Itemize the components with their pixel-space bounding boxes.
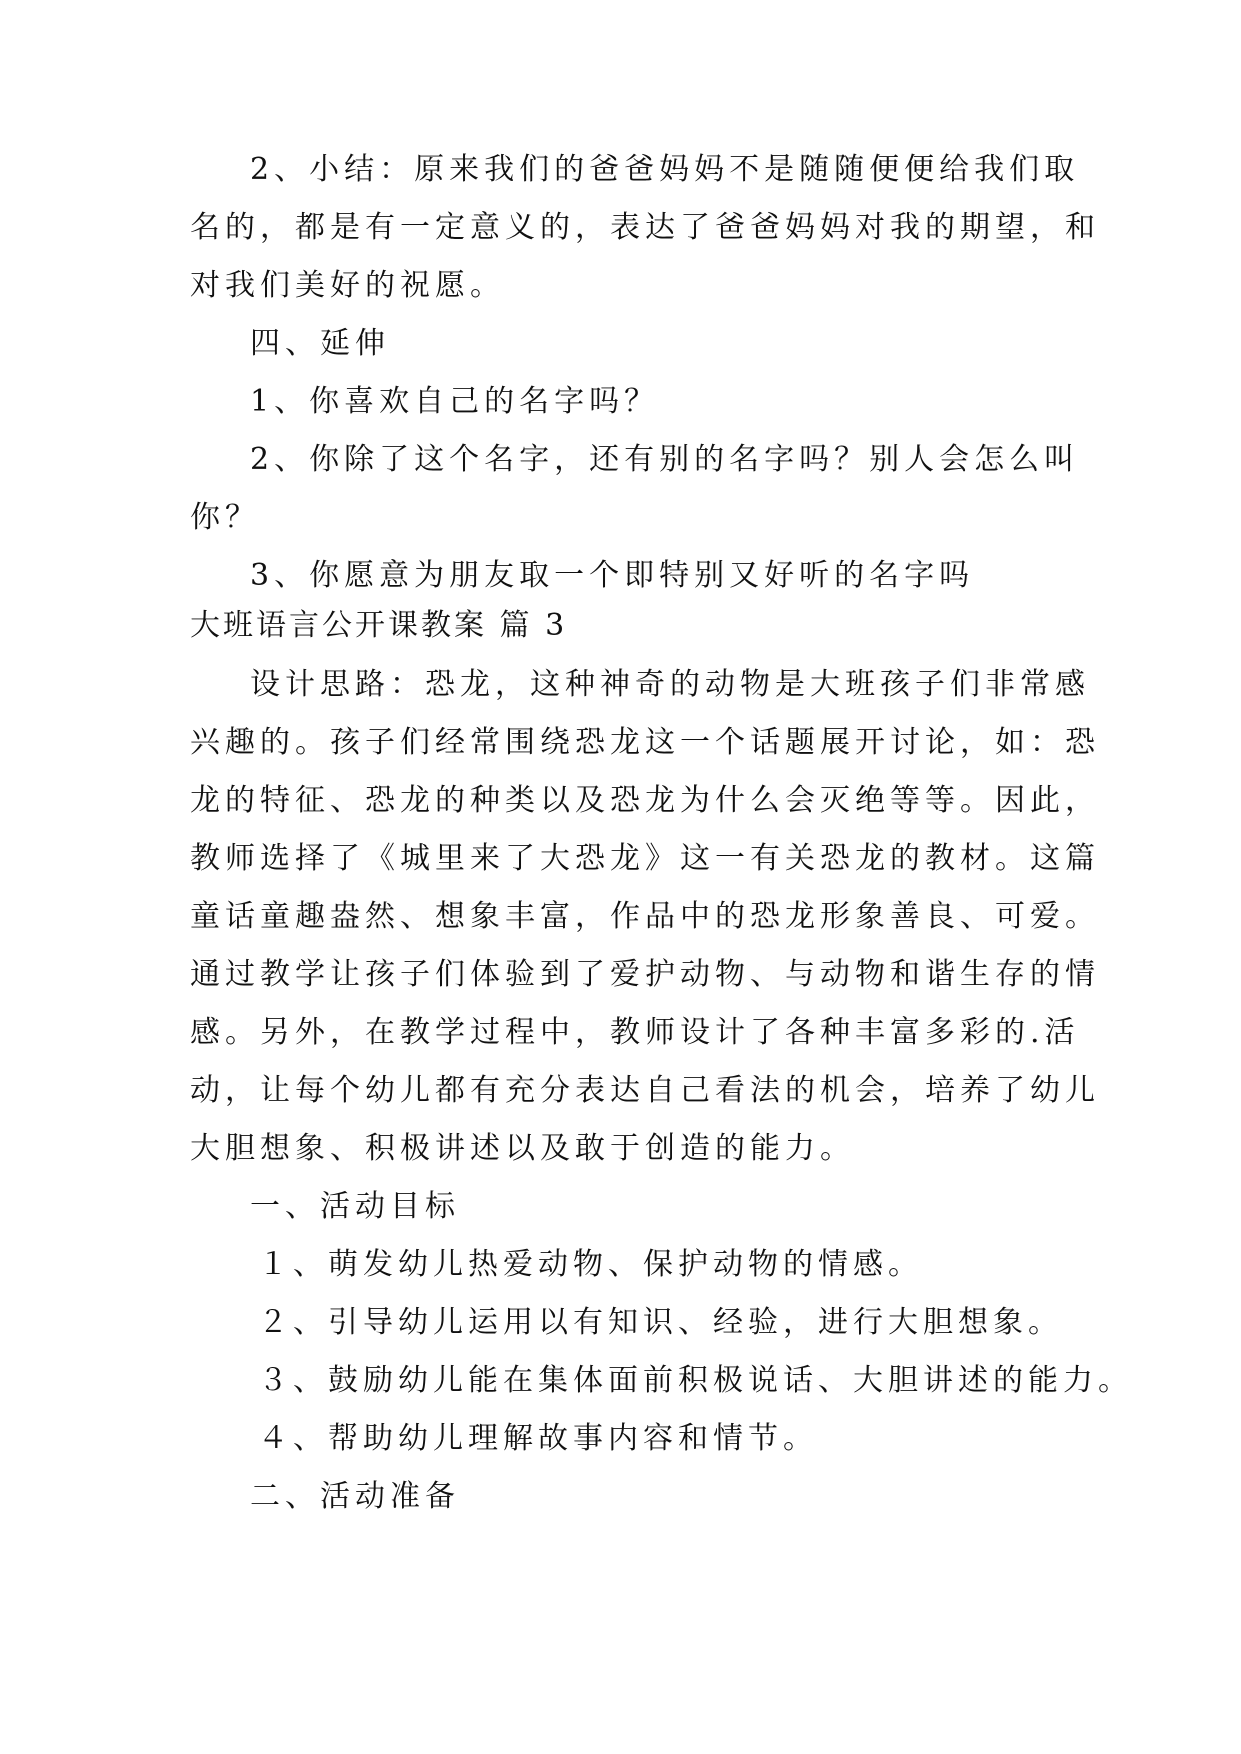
paragraph-line: 大胆想象、积极讲述以及敢于创造的能力。 — [190, 1131, 855, 1166]
paragraph-line: 名的，都是有一定意义的，表达了爸爸妈妈对我的期望，和 — [190, 210, 1100, 245]
list-item: 3、你愿意为朋友取一个即特别又好听的名字吗 — [250, 558, 975, 593]
paragraph-line: 对我们美好的祝愿。 — [190, 268, 505, 303]
list-item: ２、引导幼儿运用以有知识、经验，进行大胆想象。 — [258, 1305, 1063, 1340]
paragraph-line: 感。另外，在教学过程中，教师设计了各种丰富多彩的.活 — [190, 1015, 1080, 1050]
paragraph-line: 兴趣的。孩子们经常围绕恐龙这一个话题展开讨论，如：恐 — [190, 725, 1100, 760]
section-heading: 一、活动目标 — [250, 1189, 460, 1224]
section-heading: 二、活动准备 — [250, 1479, 460, 1514]
page-title: 大班语言公开课教案 篇 3 — [190, 608, 568, 643]
paragraph-line: 龙的特征、恐龙的种类以及恐龙为什么会灭绝等等。因此， — [190, 783, 1100, 818]
paragraph-line: 你？ — [190, 500, 260, 535]
section-heading: 四、延伸 — [250, 326, 390, 361]
list-item: 1、你喜欢自己的名字吗？ — [250, 384, 660, 419]
paragraph-line: 动，让每个幼儿都有充分表达自己看法的机会，培养了幼儿 — [190, 1073, 1100, 1108]
list-item: ３、鼓励幼儿能在集体面前积极说话、大胆讲述的能力。 — [258, 1363, 1133, 1398]
list-item: 2、你除了这个名字，还有别的名字吗？别人会怎么叫 — [250, 442, 1080, 477]
paragraph-line: 童话童趣盎然、想象丰富，作品中的恐龙形象善良、可爱。 — [190, 899, 1100, 934]
list-item: ４、帮助幼儿理解故事内容和情节。 — [258, 1421, 818, 1456]
paragraph-line: 设计思路：恐龙，这种神奇的动物是大班孩子们非常感 — [250, 667, 1090, 702]
paragraph-line: 通过教学让孩子们体验到了爱护动物、与动物和谐生存的情 — [190, 957, 1100, 992]
paragraph-line: 2、小结：原来我们的爸爸妈妈不是随随便便给我们取 — [250, 152, 1080, 187]
list-item: １、萌发幼儿热爱动物、保护动物的情感。 — [258, 1247, 923, 1282]
paragraph-line: 教师选择了《城里来了大恐龙》这一有关恐龙的教材。这篇 — [190, 841, 1100, 876]
